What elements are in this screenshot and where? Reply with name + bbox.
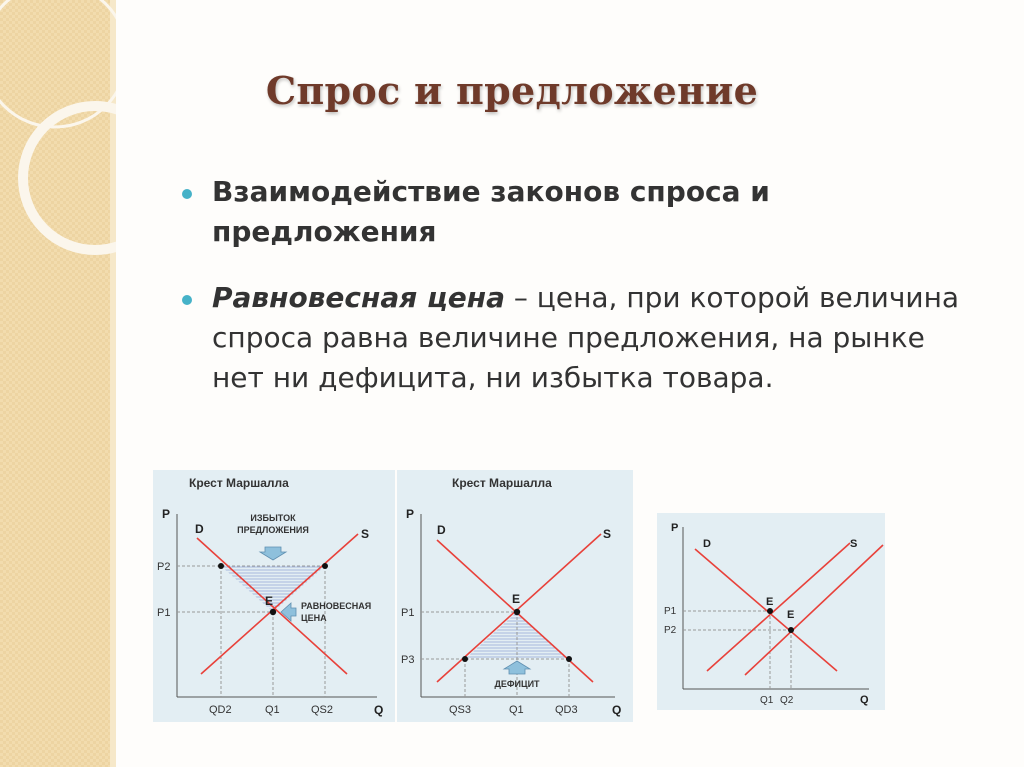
point-surplus-demand: [218, 563, 224, 569]
tick-p2: P2: [157, 561, 171, 573]
point-equilibrium-1: [767, 608, 773, 614]
figure-supply-shift: [657, 513, 885, 710]
curve-s-label: S: [603, 527, 612, 541]
curve-d-label: D: [703, 538, 711, 550]
point-e1-label: E: [766, 596, 774, 608]
bullet-term: Равновесная цена: [212, 281, 505, 314]
curve-d-label: D: [195, 522, 204, 536]
point-deficit-demand: [566, 656, 572, 662]
point-deficit-supply: [462, 656, 468, 662]
point-equilibrium: [270, 609, 276, 615]
annotation-surplus-2: ПРЕДЛОЖЕНИЯ: [237, 525, 309, 535]
axis-p-label: P: [671, 522, 679, 534]
curve-s-label: S: [850, 538, 858, 550]
tick-p1: P1: [664, 606, 677, 617]
point-equilibrium: [514, 609, 520, 615]
axis-q-label: Q: [860, 694, 869, 706]
tick-p3: P3: [401, 654, 415, 666]
bullet-dot: [182, 189, 192, 199]
point-e2-label: E: [787, 609, 795, 621]
tick-p2: P2: [664, 625, 677, 636]
decorative-side-band: [0, 0, 116, 767]
band-edge: [110, 0, 116, 767]
tick-q1: Q1: [760, 695, 774, 706]
tick-qd2: QD2: [209, 704, 232, 716]
point-e-label: E: [265, 594, 274, 608]
axis-p-label: P: [406, 507, 415, 521]
tick-qs3: QS3: [449, 704, 472, 716]
point-equilibrium-2: [788, 627, 794, 633]
point-e-label: E: [512, 592, 521, 606]
axis-q-label: Q: [374, 703, 384, 717]
annotation-equilibrium-1: РАВНОВЕСНАЯ: [301, 601, 372, 611]
bullet-interaction-of-laws: [182, 172, 982, 252]
point-surplus-supply: [322, 563, 328, 569]
curve-d-label: D: [437, 523, 446, 537]
bullet-dot: [182, 295, 192, 305]
axis-q-label: Q: [612, 703, 622, 717]
tick-qs2: QS2: [311, 704, 334, 716]
bullet-definition: – цена, при которой величина спроса равна величине предложения, на рынке нет ни дефицита, ни избытка товара.: [212, 281, 960, 394]
figure-title: Крест Маршалла: [189, 476, 289, 490]
tick-p1: P1: [401, 607, 415, 619]
tick-q1: Q1: [265, 704, 280, 716]
tick-qd3: QD3: [555, 704, 578, 716]
figure-surplus: [153, 470, 395, 722]
figure-title: Крест Маршалла: [452, 476, 552, 490]
tick-q1: Q1: [509, 704, 524, 716]
tick-p1: P1: [157, 607, 171, 619]
annotation-surplus-1: ИЗБЫТОК: [250, 513, 296, 523]
slide-title: Спрос и предложение: [265, 68, 759, 113]
bullet-text: Взаимодействие законов спроса и предложения: [212, 175, 770, 248]
curve-s-label: S: [361, 527, 370, 541]
annotation-equilibrium-2: ЦЕНА: [301, 613, 327, 623]
annotation-deficit: ДЕФИЦИТ: [494, 679, 540, 689]
tick-q2: Q2: [780, 695, 794, 706]
axis-p-label: P: [162, 507, 171, 521]
bullet-text: [212, 278, 982, 398]
bullet-equilibrium-price: [182, 278, 982, 398]
figure-deficit: [397, 470, 633, 722]
